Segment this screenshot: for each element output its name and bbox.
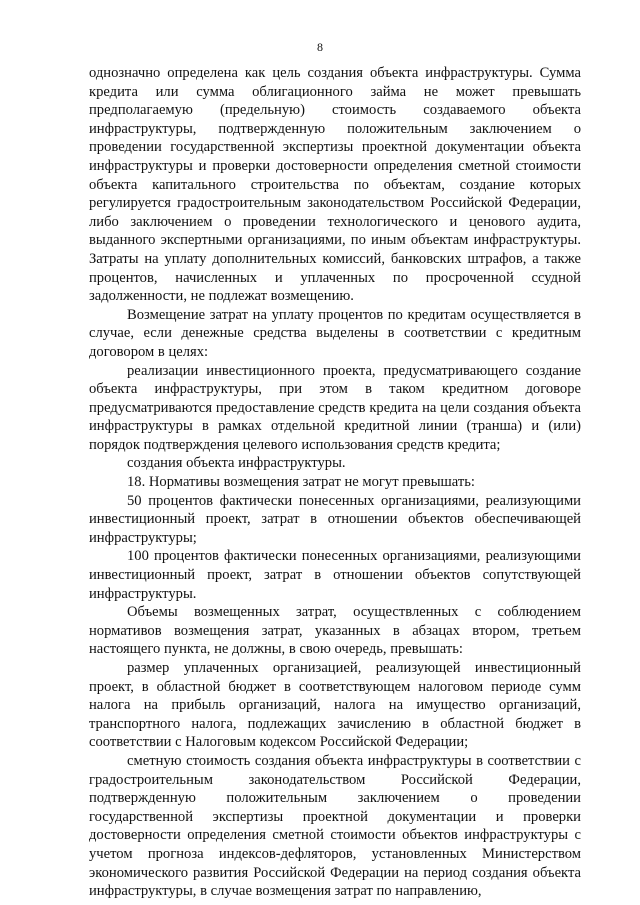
paragraph-volumes: Объемы возмещенных затрат, осуществленных с соблюдением нормативов возмещения затрат, указанных в абзацах втором, третьем настоящего пункта, не должны, в свою очередь, превышать: <box>89 604 581 658</box>
paragraph-100-percent: 100 процентов фактически понесенных организациями, реализующими инвестиционный проект, затрат в отношении объектов сопутствующей инфраструктуры. <box>89 548 581 602</box>
paragraph-clause-18: 18. Нормативы возмещения затрат не могут превышать: <box>127 474 475 491</box>
paragraph-tax-amount: размер уплаченных организацией, реализующей инвестиционный проект, в областной бюджет в соответствующем налоговом периоде сумм налога на прибыль организаций, налога на имущество организаций, транспортного налога, подлежащих зачислению в областной бюджет в соответствии с Налоговым кодексом Российской Федерации; <box>89 660 581 751</box>
paragraph-estimated-cost: сметную стоимость создания объекта инфраструктуры в соответствии с градостроительным законодательством Российской Федерации, подтвержденную положительным заключением о проведении государственной экспертизы проектной документации и проверки достоверности определения сметной стоимости объектов инфраструктуры с учетом прогноза индексов-дефляторов, установленных Министерством экономического развития Российской Федерации на период создания объекта инфраструктуры, в случае возмещения затрат по направлению, <box>89 752 581 900</box>
paragraph-infrastructure-creation: создания объекта инфраструктуры. <box>127 455 346 472</box>
paragraph-50-percent: 50 процентов фактически понесенных организациями, реализующими инвестиционный проект, затрат в отношении объектов обеспечивающей инфраструктуры; <box>89 492 581 546</box>
paragraph-continuation: однозначно определена как цель создания объекта инфраструктуры. Сумма кредита или сумма облигационного займа не может превышать предполагаемую (предельную) стоимость создаваемого объекта инфраструктуры, подтвержденную положительным заключением о проведении государственной экспертизы проектной документации объекта инфраструктуры и проверки достоверности определения сметной стоимости объекта капитального строительства по объектам, создание которых регулируется градостроительным законодательством Российской Федерации, либо заключением о проведении технологического и ценового аудита, выданного экспертными организациями, по иным объектам инфраструктуры. Затраты на уплату дополнительных комиссий, банковских штрафов, а также процентов, начисленных и уплаченных по просроченной ссудной задолженности, не подлежат возмещению. <box>89 65 581 305</box>
paragraph-investment-project: реализации инвестиционного проекта, предусматривающего создание объекта инфраструктуры, при этом в таком кредитном договоре предусматриваются предоставление средств кредита на цели создания объекта инфраструктуры в рамках отдельной кредитной линии (транша) и (или) порядок подтверждения целевого использования средств кредита; <box>89 362 581 453</box>
paragraph-interest-reimbursement: Возмещение затрат на уплату процентов по кредитам осуществляется в случае, если денежные средства выделены в соответствии с кредитным договором в целях: <box>89 306 581 360</box>
page-number: 8 <box>317 40 323 54</box>
document-body <box>89 64 581 901</box>
